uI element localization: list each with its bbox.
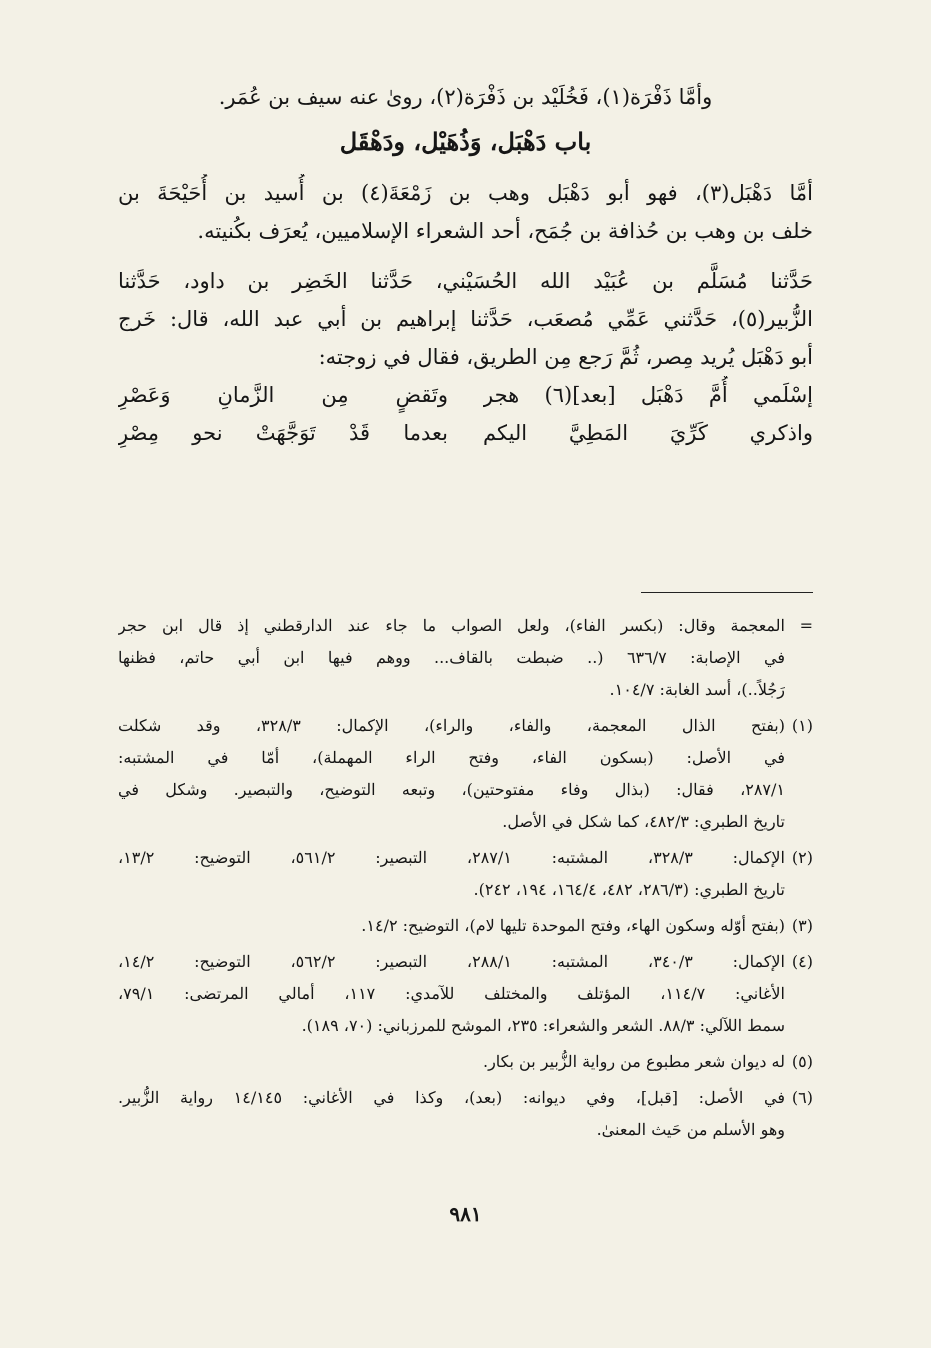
footnote-line: في الأصل: [قبل]، وفي ديوانه: (بعد)، وكذا في الأغاني: ١٤/١٤٥ رواية الزُّبير. [118,1088,785,1107]
footnote-continued [118,610,813,706]
footnote-mark: (٣) [791,916,813,935]
footnote-line: الإكمال: ٣٢٨/٣، المشتبه: ٢٨٧/١، التبصير: ٥٦١/٢، التوضيح: ١٣/٢، [118,848,785,867]
footnote-line: له ديوان شعر مطبوع من رواية الزُّبير بن بكار. [482,1052,785,1071]
verse-second-hemistich: بعدما قَدْ تَوَجَّهَتْ نحو مِصْرِ [118,421,448,445]
footnotes [118,610,813,1146]
paragraph-2 [118,262,813,376]
footnote-1 [118,710,813,838]
footnote-line: رَجُلاً..)، أسد الغابة: ١٠٤/٧. [609,680,785,699]
footnote-2 [118,842,813,906]
footnote-mark: (٢) [791,848,813,867]
footnote-4 [118,946,813,1042]
footnote-mark: (٦) [791,1088,813,1107]
footnote-divider [641,592,813,593]
footnote-line: الأغاني: ١١٤/٧، المؤتلف والمختلف للآمدي: ١١٧، أمالي المرتضى: ٧٩/١، [118,984,785,1003]
footnote-3 [118,910,813,942]
intro-line: وأمَّا ذَفْرَة(١)، فَخُلَيْد بن ذَفْرَة(٢)، روىٰ عنه سيف بن عُمَر. [218,85,713,109]
page-number: ٩٨١ [449,1202,482,1226]
footnote-mark: (٥) [791,1052,813,1071]
footnote-line: في الإصابة: ٦٣٦/٧ (.. ضبطت بالقاف... ووهم فيها ابن أبي حاتم، فظنها [118,648,785,667]
main-text [118,78,813,452]
paragraph-line: الزُّبير(٥)، حَدَّثني عَمِّي مُصعَب، حَدَّثنا إبراهيم بن أبي عبد الله، قال: خَرج [118,307,813,331]
footnote-mark: (١) [791,716,813,735]
footnote-line: الإكمال: ٣٤٠/٣، المشتبه: ٢٨٨/١، التبصير: ٥٦٢/٢، التوضيح: ١٤/٢، [118,952,785,971]
verse-second-hemistich: وتَقضٍ مِن الزَّمانِ وَعَصْرِ [118,383,448,407]
footnote-mark: (٤) [791,952,813,971]
footnote-5 [118,1046,813,1078]
paragraph-line: أمَّا دَهْبَل(٣)، فهو أبو دَهْبَل وهب بن زَمْعَةَ(٤) بن أُسيد بن أُحَيْحَةَ بن [118,181,813,205]
paragraph-line: أبو دَهْبَل يُريد مِصر، ثُمَّ رَجع مِن الطريق، فقال في زوجته: [318,345,813,369]
poem [118,376,813,452]
footnote-line: تاريخ الطبري: (٢٨٦/٣، ٤٨٢، ١٦٤/٤، ١٩٤، ٢٤٢). [473,880,785,899]
footnote-line: سمط اللآلي: ٨٨/٣. الشعر والشعراء: ٢٣٥، الموشح للمرزباني: (٧٠، ١٨٩). [301,1016,785,1035]
footnote-line: وهو الأسلم من حَيث المعنىٰ. [596,1120,785,1139]
footnote-line: في الأصل: (بسكون الفاء، وفتح الراء المهملة)، أمّا في المشتبه: [118,748,785,767]
footnote-line: (بفتح الذال المعجمة، والفاء، والراء)، الإكمال: ٣٢٨/٣، وقد شكلت [118,716,785,735]
chapter-heading: باب دَهْبَل، وَذُهَيْل، ودَهْقَل [339,127,592,156]
footnote-6 [118,1082,813,1146]
footnote-line: المعجمة وقال: (بكسر الفاء)، ولعل الصواب ما جاء عند الدارقطني إذ قال ابن حجر [118,616,785,635]
verse-first-hemistich: إسْلَمي أُمَّ دَهْبَل [بعد](٦) هجر [483,383,813,407]
paragraph-1 [118,174,813,250]
paragraph-line: خلف بن وهب بن حُذافة بن جُمَح، أحد الشعراء الإسلاميين، يُعرَف بكُنيته. [197,219,813,243]
poem-verse [118,414,813,452]
footnote-line: تاريخ الطبري: ٤٨٢/٣، كما شكل في الأصل. [502,812,785,831]
paragraph-line: حَدَّثنا مُسَلَّم بن عُبَيْد الله الحُسَيْني، حَدَّثنا الخَضِر بن داود، حَدَّثنا [118,269,813,293]
footnote-line: (بفتح أوّله وسكون الهاء، وفتح الموحدة تليها لام)، التوضيح: ١٤/٢. [361,916,785,935]
verse-first-hemistich: واذكري كَرِّيَ المَطِيَّ اليكم [483,421,813,445]
footnote-line: ٢٨٧/١، فقال: (بذال وفاء مفتوحتين)، وتبعه التوضيح، والتبصير. وشكل في [118,780,785,799]
footnote-mark: = [799,616,813,635]
poem-verse [118,376,813,414]
